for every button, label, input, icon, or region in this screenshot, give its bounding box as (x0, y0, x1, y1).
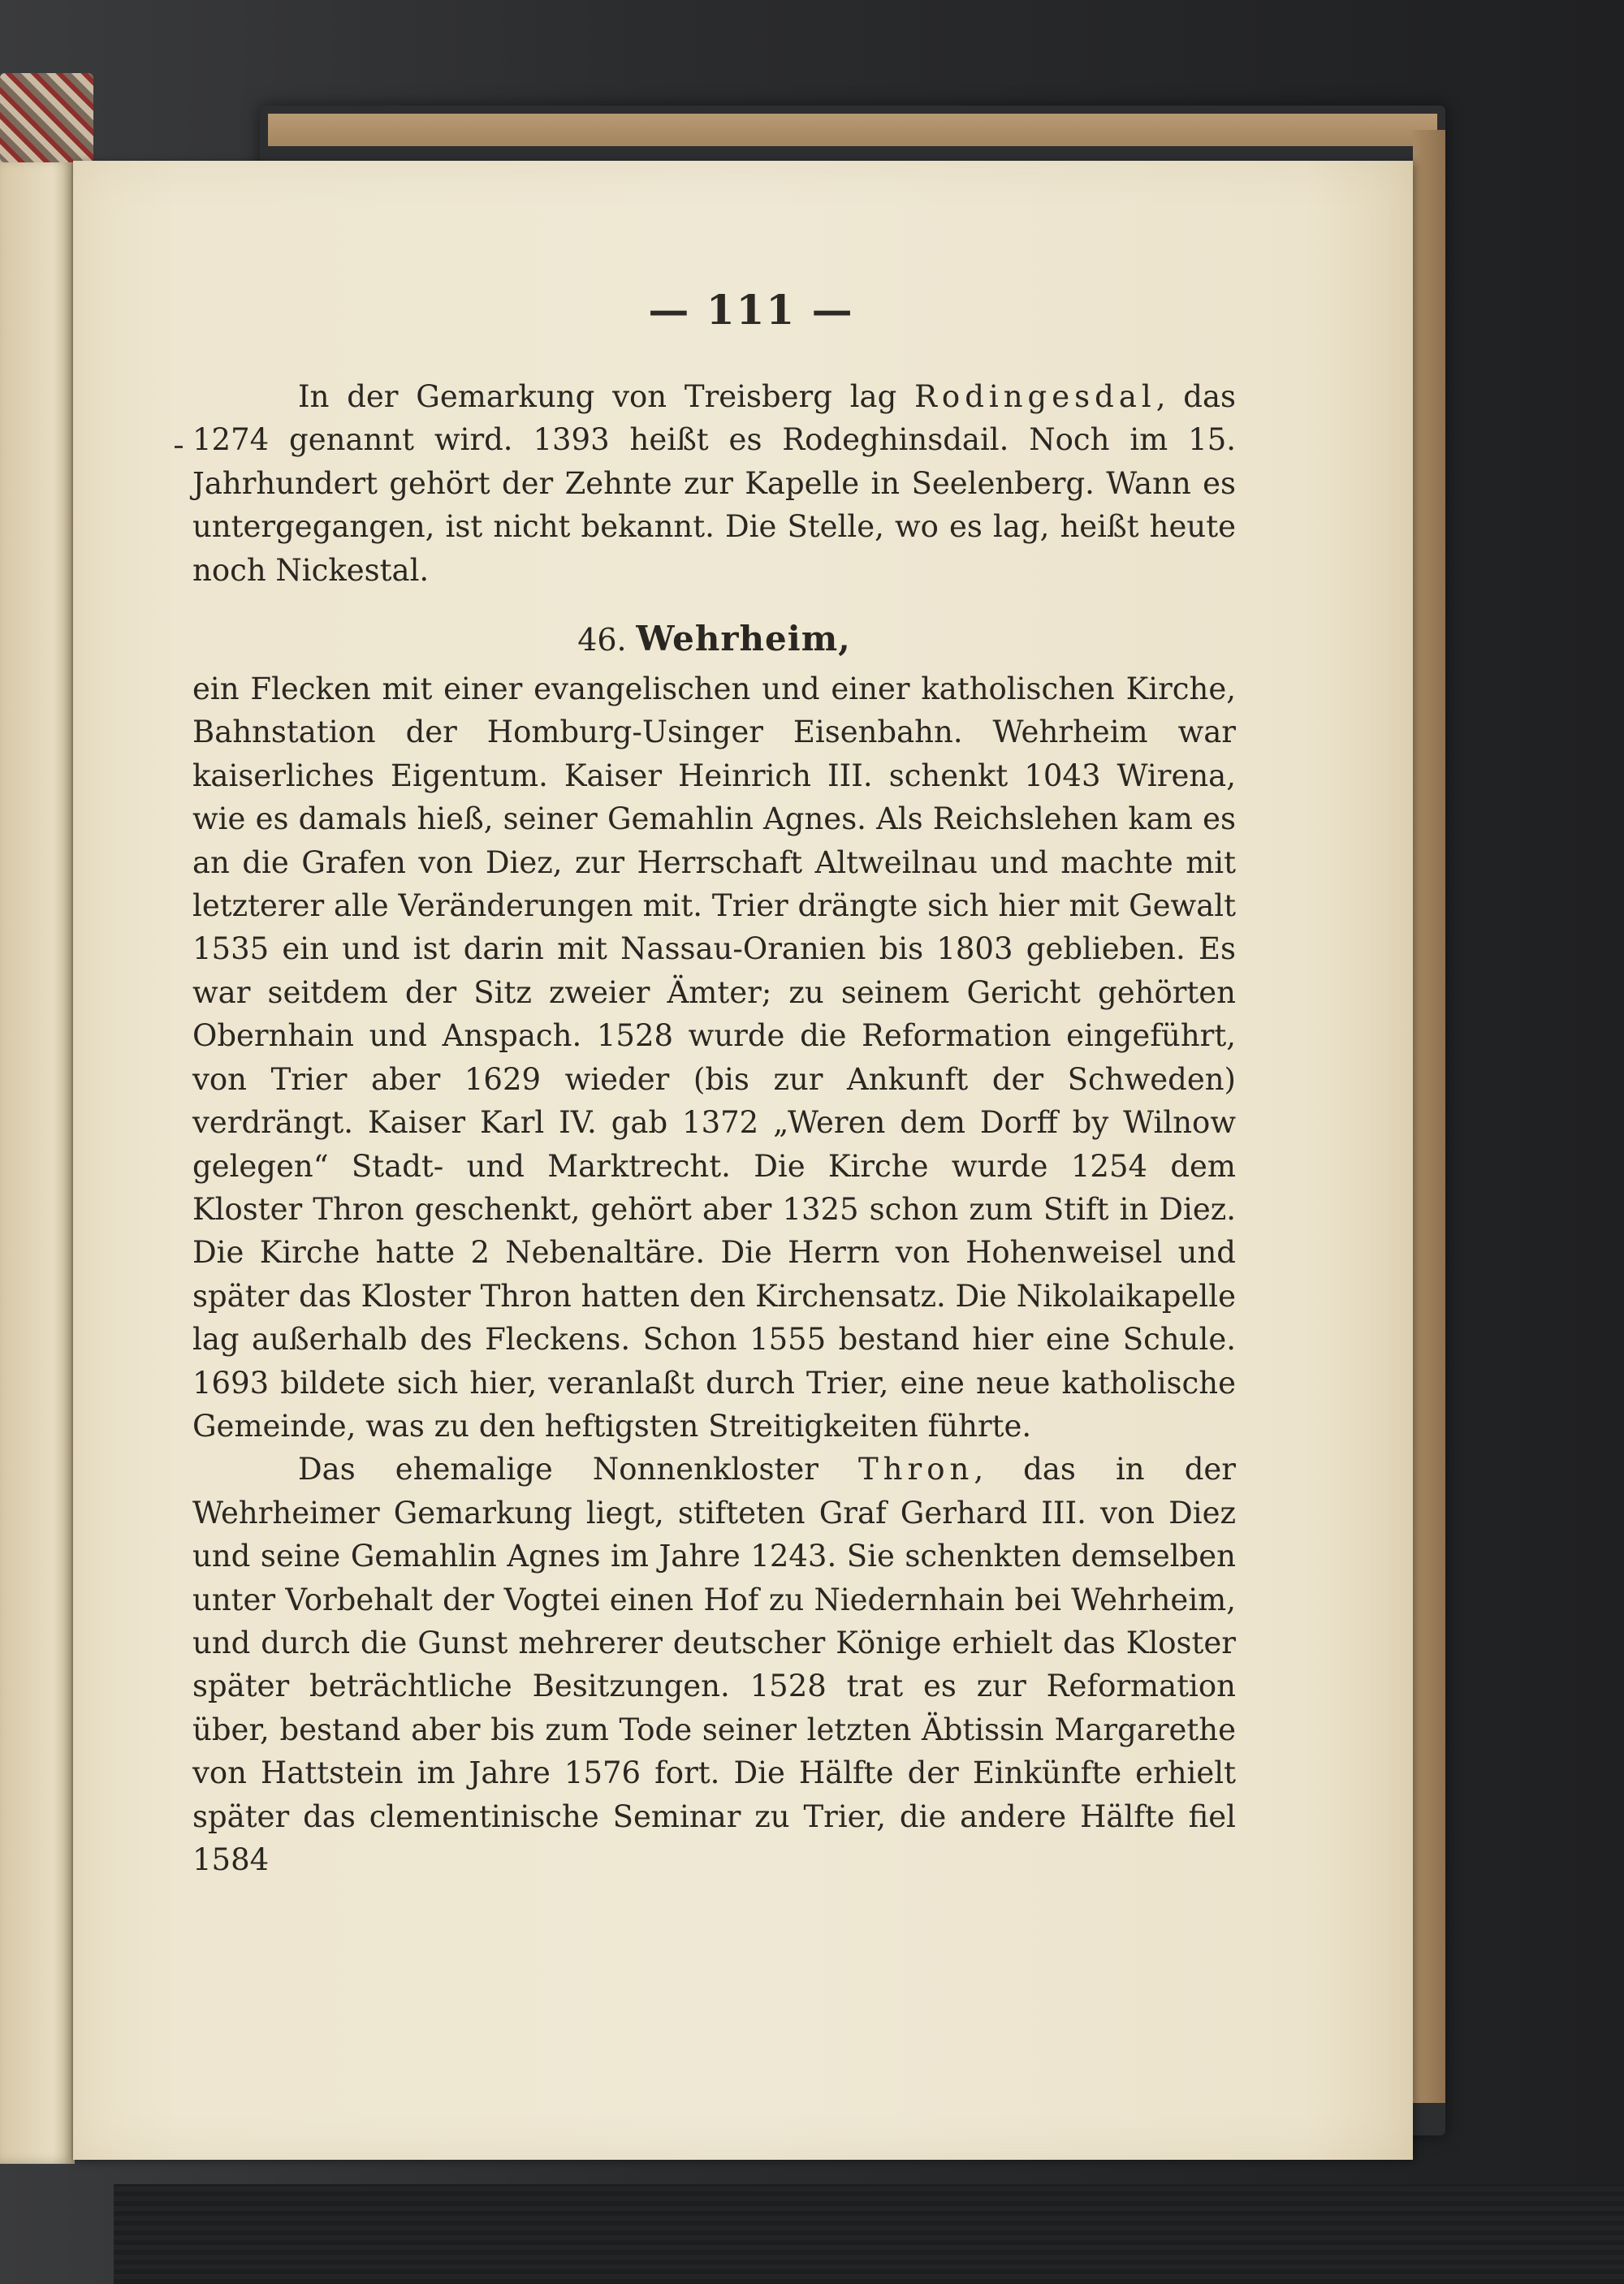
paragraph-text: , das 1274 genannt wird. 1393 heißt es Rodeghinsdail. Noch im 15. Jahrhundert gehört der Zehnte zur Kapelle in Seelenberg. Wann es untergegangen, ist nicht bekannt. Die Stelle, wo es lag, heißt heute noch Nickestal. (192, 379, 1236, 588)
section-heading (192, 614, 1236, 666)
place-name: Rodingesdal (914, 379, 1156, 414)
previous-page-edge (0, 158, 75, 2164)
page-number: — 111 — (648, 286, 854, 334)
margin-mark (175, 446, 183, 448)
paragraph-text: In der Gemarkung von Treisberg lag (298, 379, 915, 414)
page-text (192, 375, 1236, 1881)
table-surface (114, 2184, 1624, 2284)
bookmark-ribbon (0, 73, 93, 162)
paragraph-kloster-thron (192, 1448, 1236, 1881)
paragraph-rodingesdal (192, 375, 1236, 592)
paragraph-text: , das in der Wehrheimer Gemarkung liegt, stifteten Graf Gerhard III. von Diez und seine Gemahlin Agnes im Jahre 1243. Sie schenkten demselben unter Vorbehalt der Vogtei einen Hof zu Niedernhain bei Wehrheim, und durch die Gunst mehrerer deutscher Könige erhielt das Kloster später beträchtliche Besitzungen. 1528 trat es zur Reformation über, bestand aber bis zum Tode seiner letzten Äbtissin Margarethe von Hattstein im Jahre 1576 fort. Die Hälfte der Einkünfte erhielt später das clementinische Seminar zu Trier, die andere Hälfte fiel 1584 (192, 1452, 1236, 1877)
paragraph-wehrheim: ein Flecken mit einer evangelischen und einer katholischen Kirche, Bahnstation der Homburg-Usinger Eisenbahn. Wehrheim war kaiserliches Eigentum. Kaiser Heinrich III. schenkt 1043 Wirena, wie es damals hieß, seiner Gemahlin Agnes. Als Reichslehen kam es an die Grafen von Diez, zur Herrschaft Altweilnau und machte mit letzterer alle Veränderungen mit. Trier drängte sich hier mit Gewalt 1535 ein und ist darin mit Nassau-Oranien bis 1803 geblieben. Es war seitdem der Sitz zweier Ämter; zu seinem Gericht gehörten Obernhain und Anspach. 1528 wurde die Reformation eingeführt, von Trier aber 1629 wieder (bis zur Ankunft der Schweden) verdrängt. Kaiser Karl IV. gab 1372 „Weren dem Dorff by Wilnow gelegen“ Stadt- und Marktrecht. Die Kirche wurde 1254 dem Kloster Thron geschenkt, gehört aber 1325 schon zum Stift in Diez. Die Kirche hatte 2 Nebenaltäre. Die Herrn von Hohenweisel und später das Kloster Thron hatten den Kirchensatz. Die Nikolaikapelle lag außerhalb des Fleckens. Schon 1555 bestand hier eine Schule. 1693 bildete sich hier, veranlaßt durch Trier, eine neue katholische Gemeinde, was zu den heftigsten Streitigkeiten führte. (192, 671, 1236, 1444)
cover-edge-top (268, 114, 1437, 146)
section-title: Wehrheim, (636, 619, 851, 659)
paragraph-text: Das ehemalige Nonnenkloster (298, 1452, 858, 1487)
cover-edge-right (1413, 130, 1445, 2103)
section-number: 46. (577, 622, 627, 658)
place-name: Thron (858, 1452, 974, 1487)
